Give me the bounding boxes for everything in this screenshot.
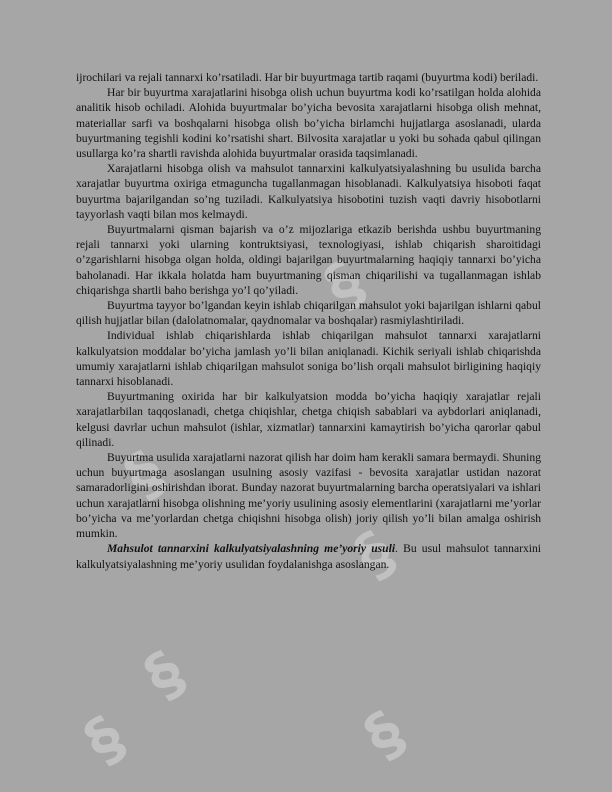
watermark-mark: §: [72, 702, 138, 778]
paragraph: ijrochilari va rejali tannarxi ko’rsatiladi. Har bir buyurtmaga tartib raqami (buyurtma kodi) beriladi.: [76, 71, 539, 84]
watermark-mark: §: [312, 247, 378, 323]
paragraph: Buyurtma usulida xarajatlarni nazorat qilish har doim ham kerakli samara bermaydi. Shuning uchun buyurtmaga asoslangan usulning asosiy vazifasi - bevosita xarajatlar ustidan nazorat samaradorligini oshirishdan iborat. Bunday nazorat buyurtmalarning barcha operatsiyalari va ishlari uchun xarajatlarni hisobga olishning me’yoriy usulining asosiy elementlarini (xarajatlarni me’yorlar bo’yicha va me’yorlardan chetga chiqishni hisobga olish) joriy qilish yo’li bilan amalga oshirish mumkin.: [76, 451, 541, 541]
method-description: . Bu usul mahsulot tannarxini kalkulyatsiyalashning me’yoriy usulidan foydalanishga asoslangan.: [76, 542, 541, 571]
paragraph: Buyurtmaning oxirida har bir kalkulyatsion modda bo’yicha haqiqiy xarajatlar rejali xarajatlarbilan taqqoslanadi, chetga chiqishlar, chetga chiqish sabablari va aybdorlari aniqlanadi, kelgusi davrlar uchun mahsulot (ishlar, xizmatlar) tannarxini kamaytirish bo’yicha qarorlar qabul qilinadi.: [76, 390, 541, 449]
watermark-mark: §: [112, 437, 178, 513]
paragraph: Buyurtma tayyor bo’lgandan keyin ishlab chiqarilgan mahsulot yoki bajarilgan ishlarni qabul qilish hujjatlar bilan (dalolatnomalar, qaydnomalar va boshqalar) rasmiylashtiriladi.: [76, 299, 541, 328]
paragraph: Individual ishlab chiqarishlarda ishlab chiqarilgan mahsulot tannarxi xarajatlarni kalkulyatsion moddalar bo’yicha jamlash yo’li bilan aniqlanadi. Kichik seriyali ishlab chiqarishda umumiy xarajatlarni ishlab chiqarilgan mahsulot soniga bo’lish orqali mahsulot birligining haqiqiy tannarxi hisoblanadi.: [76, 329, 541, 389]
watermark-mark: §: [352, 697, 418, 773]
paragraph-method: [76, 541, 541, 571]
watermark-mark: §: [132, 637, 198, 713]
paragraph: Buyurtmalarni qisman bajarish va o’z mijozlariga etkazib berishda ushbu buyurtmaning rejali tannarxi yoki ularning kontruktsiyasi, texnologiyasi, ishlab chiqarish sharoitidagi o’zgarishlarni hisobga olgan holda, oldingi bajarilgan buyurtmalarning haqiqiy tannarxi bo’yicha baholanadi. Har ikkala holatda ham buyurtmaning qisman chiqarilishi va tugallanmagan ishlab chiqarishga shartli baho berishga yo’l qo’yiladi.: [76, 223, 541, 297]
paragraph: Xarajatlarni hisobga olish va mahsulot tannarxini kalkulyatsiyalashning bu usulida barcha xarajatlar buyurtma oxiriga etmaguncha tugallanmagan hisoblanadi. Kalkulyatsiya hisoboti faqat buyurtma bajarilgandan so’ng tuziladi. Kalkulyatsiya hisobotini tuzish vaqti davriy hisobotlarni tayyorlash vaqti bilan mos kelmaydi.: [76, 162, 541, 221]
watermark-mark: §: [342, 517, 408, 593]
method-heading: Mahsulot tannarxini kalkulyatsiyalashning me’yoriy usuli: [107, 542, 396, 556]
document-body: [76, 70, 541, 572]
paragraph: Har bir buyurtma xarajatlarini hisobga olish uchun buyurtma kodi ko’rsatilgan holda alohida analitik hisob ochiladi. Alohida buyurtmalar bo’yicha bevosita xarajatlarni hisobga olish mehnat, materiallar sarfi va boshqalarni hisobga olish bo’yicha birlamchi hujjatlarga asoslanadi, ularda buyurtmaning tegishli kodini ko’rsatishi shart. Bilvosita xarajatlar u yoki bu sohada qabul qilingan usullarga ko’ra shartli ravishda alohida buyurtmalar orasida taqsimlanadi.: [76, 86, 541, 161]
